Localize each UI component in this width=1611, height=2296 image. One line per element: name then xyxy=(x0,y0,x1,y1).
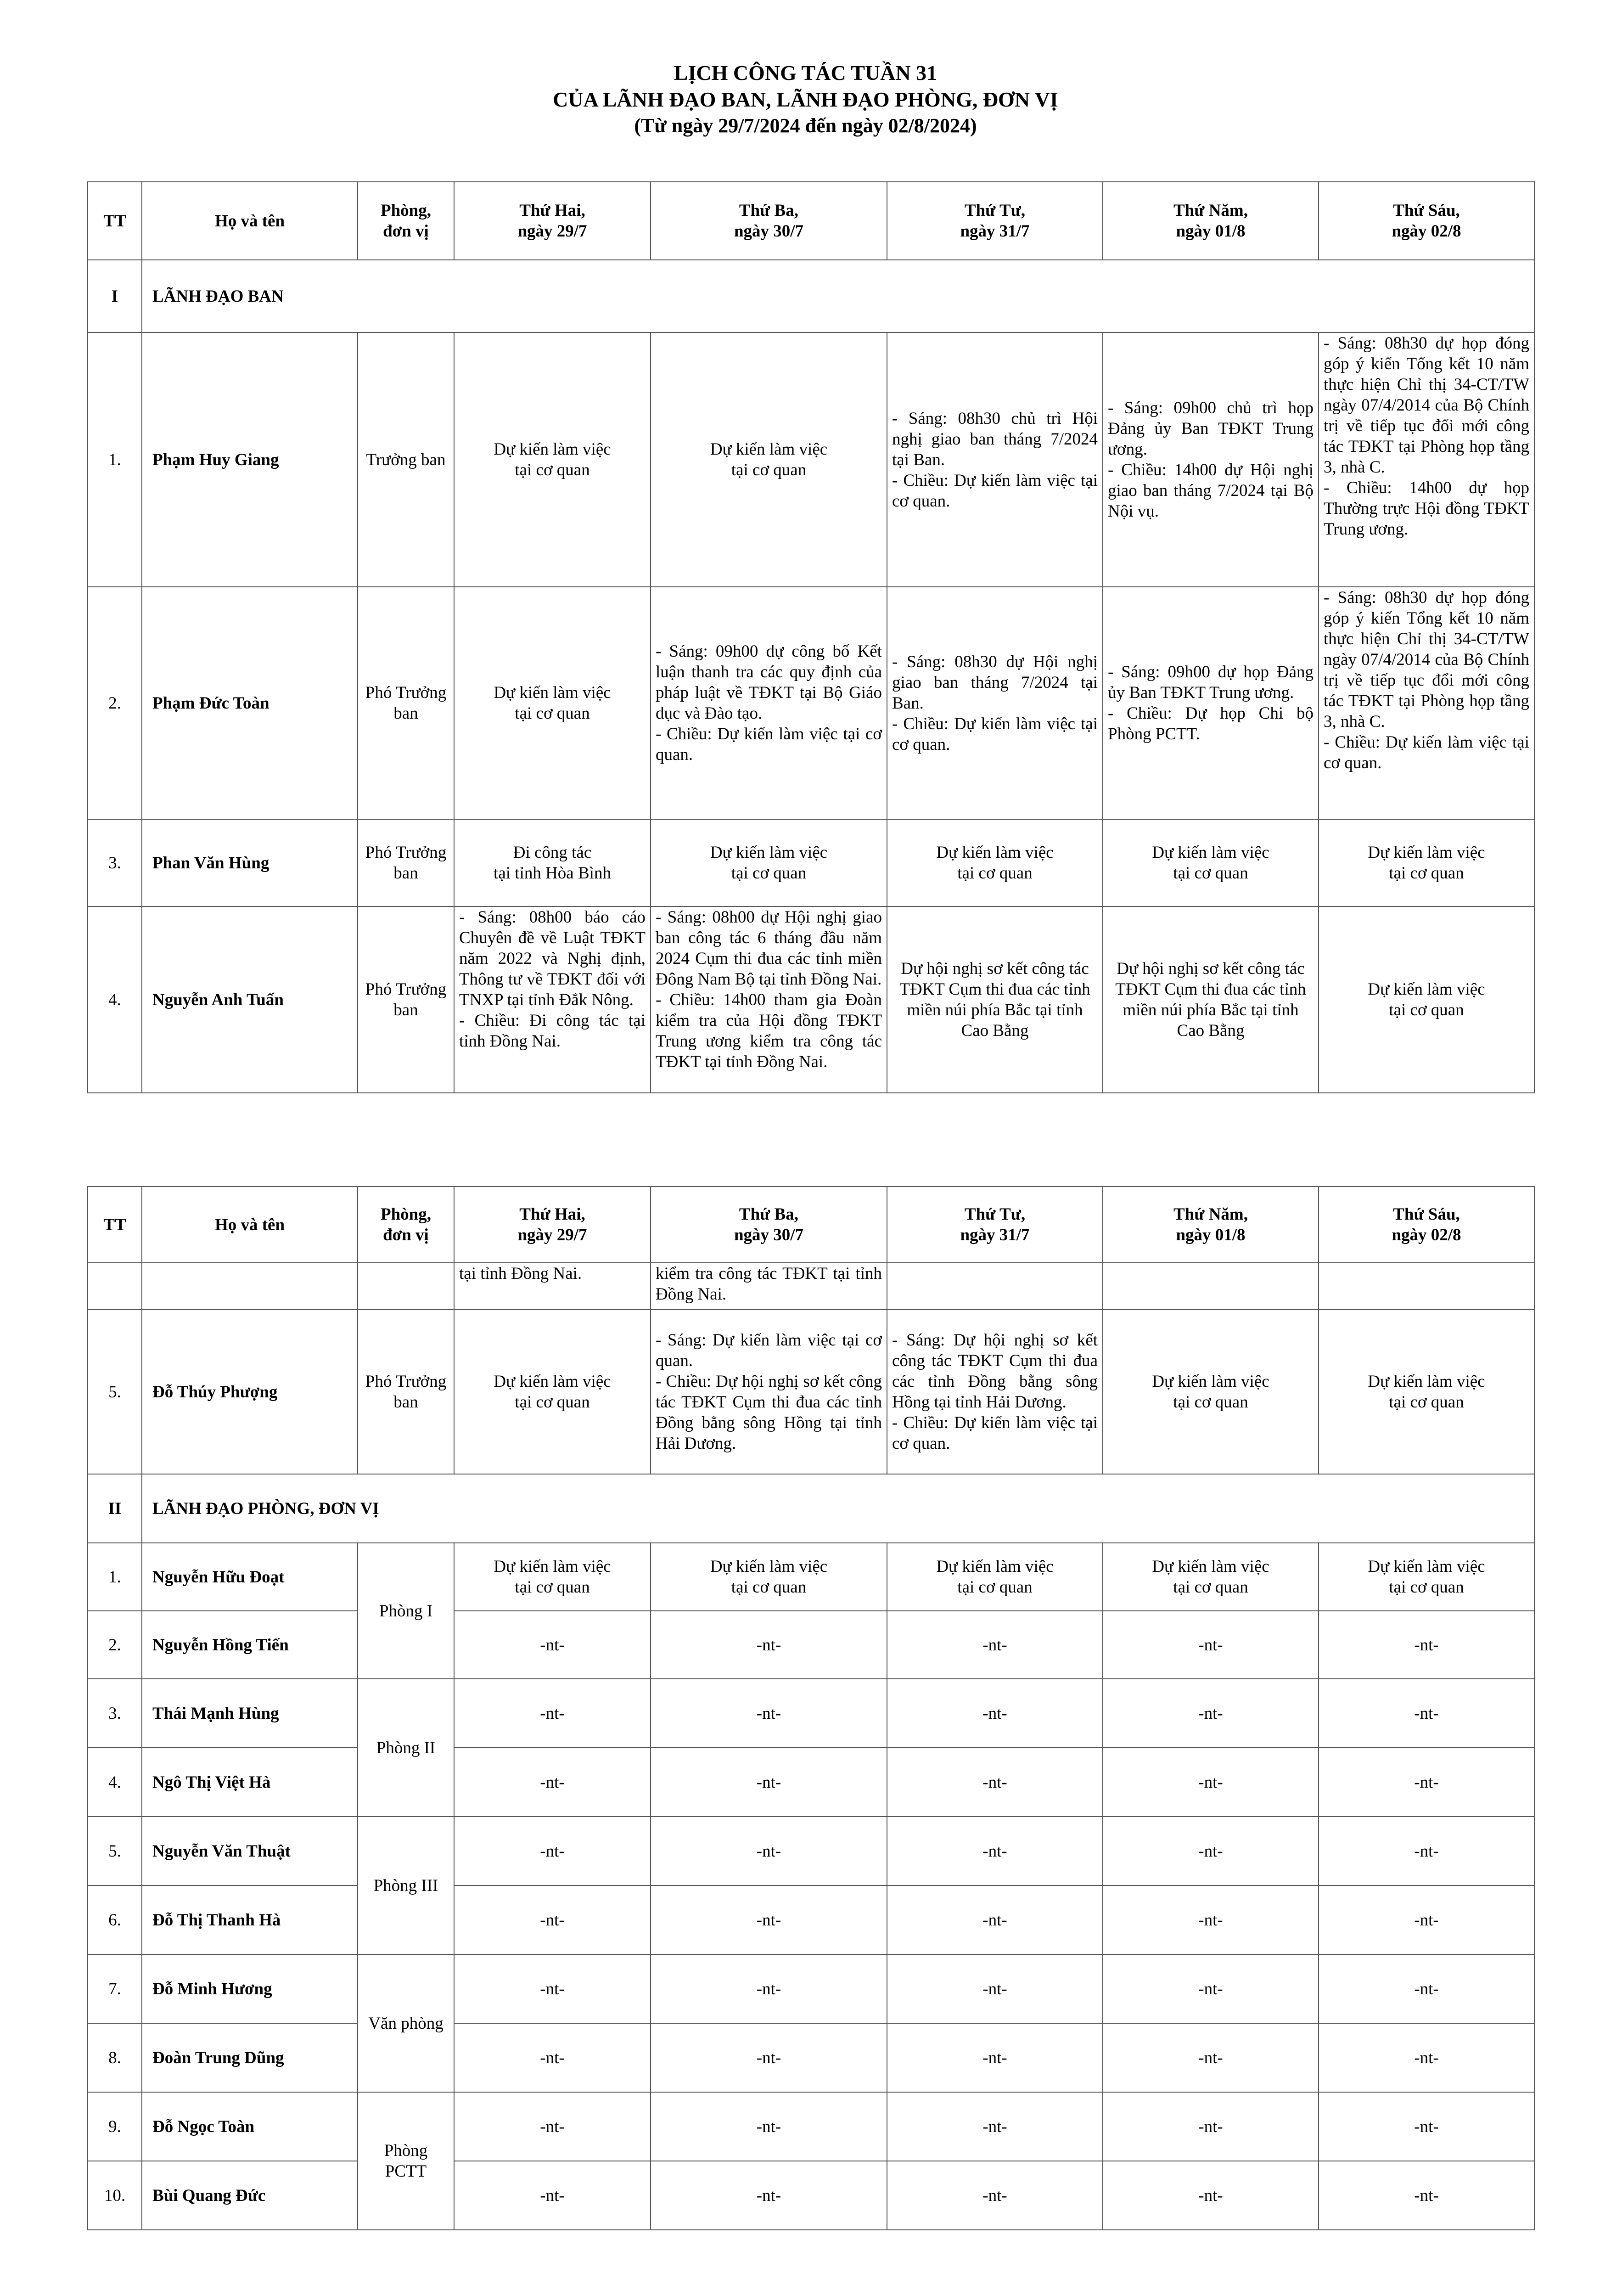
schedule-monday: -nt- xyxy=(454,2023,651,2092)
person-name: Nguyễn Hồng Tiến xyxy=(142,1611,358,1679)
table-row xyxy=(88,906,1534,1093)
schedule-wednesday: -nt- xyxy=(887,1748,1103,1817)
header-wednesday: Thứ Tư, ngày 31/7 xyxy=(887,182,1103,260)
schedule-wednesday: -nt- xyxy=(887,2161,1103,2230)
person-name: Đỗ Ngọc Toàn xyxy=(142,2092,358,2161)
schedule-friday: Dự kiến làm việc tại cơ quan xyxy=(1319,1543,1534,1611)
schedule-monday: Dự kiến làm việc tại cơ quan xyxy=(454,332,651,587)
schedule-thursday: -nt- xyxy=(1103,2023,1319,2092)
schedule-friday: -nt- xyxy=(1319,1885,1534,1954)
schedule-wednesday: - Sáng: 08h30 chủ trì Hội nghị giao ban tháng 7/2024 tại Ban. - Chiều: Dự kiến làm việc tại cơ quan. xyxy=(887,332,1103,587)
schedule-wednesday: -nt- xyxy=(887,1885,1103,1954)
header-friday: Thứ Sáu, ngày 02/8 xyxy=(1319,1187,1534,1263)
table-row xyxy=(88,2092,1534,2161)
unit-cell: Phòng III xyxy=(358,1817,454,1954)
schedule-tuesday-continued: kiểm tra công tác TĐKT tại tỉnh Đồng Nai. xyxy=(651,1263,887,1310)
person-name: Đoàn Trung Dũng xyxy=(142,2023,358,2092)
person-name: Nguyễn Văn Thuật xyxy=(142,1817,358,1885)
row-number: 6. xyxy=(88,1885,142,1954)
schedule-friday: -nt- xyxy=(1319,1817,1534,1885)
table-row xyxy=(88,1817,1534,1885)
person-name: Nguyễn Anh Tuấn xyxy=(142,906,358,1093)
schedule-tuesday: -nt- xyxy=(651,1817,887,1885)
row-number: 4. xyxy=(88,906,142,1093)
schedule-thursday: -nt- xyxy=(1103,2092,1319,2161)
row-number: 1. xyxy=(88,332,142,587)
schedule-thursday: Dự kiến làm việc tại cơ quan xyxy=(1103,1543,1319,1611)
section-number: II xyxy=(88,1474,142,1543)
schedule-tuesday: -nt- xyxy=(651,2023,887,2092)
schedule-tuesday: - Sáng: 09h00 dự công bố Kết luận thanh tra các quy định của pháp luật về TĐKT tại Bộ Giáo dục và Đào tạo. - Chiều: Dự kiến làm việc tại cơ quan. xyxy=(651,587,887,819)
table-row xyxy=(88,1679,1534,1748)
row-number: 5. xyxy=(88,1310,142,1474)
schedule-friday: -nt- xyxy=(1319,1748,1534,1817)
schedule-monday: -nt- xyxy=(454,2092,651,2161)
person-name: Đỗ Thị Thanh Hà xyxy=(142,1885,358,1954)
person-name: Phạm Đức Toàn xyxy=(142,587,358,819)
table-header-row xyxy=(88,1187,1534,1263)
header-name: Họ và tên xyxy=(142,1187,358,1263)
unit-cell: Phó Trưởng ban xyxy=(358,1310,454,1474)
schedule-thursday: Dự kiến làm việc tại cơ quan xyxy=(1103,819,1319,906)
schedule-tuesday: -nt- xyxy=(651,1679,887,1748)
schedule-monday: Dự kiến làm việc tại cơ quan xyxy=(454,1310,651,1474)
doc-subtitle: CỦA LÃNH ĐẠO BAN, LÃNH ĐẠO PHÒNG, ĐƠN VỊ xyxy=(553,88,1058,111)
row-number: 5. xyxy=(88,1817,142,1885)
header-tt: TT xyxy=(88,182,142,260)
section-row xyxy=(88,260,1534,332)
header-unit: Phòng, đơn vị xyxy=(358,1187,454,1263)
person-name: Ngô Thị Việt Hà xyxy=(142,1748,358,1817)
schedule-monday: - Sáng: 08h00 báo cáo Chuyên đề về Luật TĐKT năm 2022 và Nghị định, Thông tư về TĐKT đối với TNXP tại tỉnh Đắk Nông. - Chiều: Đi công tác tại tỉnh Đồng Nai. xyxy=(454,906,651,1093)
schedule-tuesday: Dự kiến làm việc tại cơ quan xyxy=(651,332,887,587)
schedule-monday: -nt- xyxy=(454,2161,651,2230)
schedule-friday: Dự kiến làm việc tại cơ quan xyxy=(1319,1310,1534,1474)
unit-cell: Trưởng ban xyxy=(358,332,454,587)
table-row xyxy=(88,2161,1534,2230)
schedule-thursday: -nt- xyxy=(1103,1748,1319,1817)
doc-title: LỊCH CÔNG TÁC TUẦN 31 xyxy=(674,61,937,84)
header-thursday: Thứ Năm, ngày 01/8 xyxy=(1103,182,1319,260)
section-row xyxy=(88,1474,1534,1543)
schedule-monday: Đi công tác tại tỉnh Hòa Bình xyxy=(454,819,651,906)
unit-cell: Phó Trưởng ban xyxy=(358,819,454,906)
table-header-row xyxy=(88,182,1534,260)
header-thursday: Thứ Năm, ngày 01/8 xyxy=(1103,1187,1319,1263)
person-name: Thái Mạnh Hùng xyxy=(142,1679,358,1748)
table-row xyxy=(88,1543,1534,1611)
schedule-friday: -nt- xyxy=(1319,2092,1534,2161)
schedule-tuesday: - Sáng: Dự kiến làm việc tại cơ quan. - Chiều: Dự hội nghị sơ kết công tác TĐKT Cụm thi đua các tỉnh Đồng bằng sông Hồng tại tỉnh Hải Dương. xyxy=(651,1310,887,1474)
schedule-monday: -nt- xyxy=(454,1611,651,1679)
schedule-tuesday: -nt- xyxy=(651,1954,887,2023)
table-row xyxy=(88,1954,1534,2023)
table-row xyxy=(88,1310,1534,1474)
header-tuesday: Thứ Ba, ngày 30/7 xyxy=(651,182,887,260)
person-name: Đỗ Minh Hương xyxy=(142,1954,358,2023)
schedule-friday: - Sáng: 08h30 dự họp đóng góp ý kiến Tổng kết 10 năm thực hiện Chỉ thị 34-CT/TW ngày 07/4/2014 của Bộ Chính trị về tiếp tục đổi mới công tác TĐKT tại Phòng họp tầng 3, nhà C. - Chiều: Dự kiến làm việc tại cơ quan. xyxy=(1319,587,1534,819)
schedule-friday: -nt- xyxy=(1319,2161,1534,2230)
person-name: Bùi Quang Đức xyxy=(142,2161,358,2230)
schedule-thursday: -nt- xyxy=(1103,1611,1319,1679)
schedule-wednesday: Dự hội nghị sơ kết công tác TĐKT Cụm thi đua các tỉnh miền núi phía Bắc tại tỉnh Cao Bằng xyxy=(887,906,1103,1093)
schedule-table-page-1 xyxy=(87,181,1535,1093)
table-row xyxy=(88,1748,1534,1817)
doc-date-range: (Từ ngày 29/7/2024 đến ngày 02/8/2024) xyxy=(634,114,977,137)
schedule-tuesday: -nt- xyxy=(651,2092,887,2161)
person-name: Phạm Huy Giang xyxy=(142,332,358,587)
row-number: 4. xyxy=(88,1748,142,1817)
schedule-thursday: - Sáng: 09h00 dự họp Đảng ủy Ban TĐKT Trung ương. - Chiều: Dự họp Chi bộ Phòng PCTT. xyxy=(1103,587,1319,819)
schedule-monday-continued: tại tỉnh Đồng Nai. xyxy=(454,1263,651,1310)
schedule-tuesday: -nt- xyxy=(651,1748,887,1817)
person-name: Phan Văn Hùng xyxy=(142,819,358,906)
table-row xyxy=(88,2023,1534,2092)
schedule-monday: -nt- xyxy=(454,1885,651,1954)
schedule-thursday: -nt- xyxy=(1103,1679,1319,1748)
schedule-monday: -nt- xyxy=(454,1954,651,2023)
unit-cell: Phó Trưởng ban xyxy=(358,587,454,819)
row-number: 2. xyxy=(88,587,142,819)
schedule-thursday: -nt- xyxy=(1103,1817,1319,1885)
unit-cell: Phòng II xyxy=(358,1679,454,1817)
header-tt: TT xyxy=(88,1187,142,1263)
header-wednesday: Thứ Tư, ngày 31/7 xyxy=(887,1187,1103,1263)
schedule-monday: -nt- xyxy=(454,1679,651,1748)
schedule-thursday: -nt- xyxy=(1103,1885,1319,1954)
schedule-tuesday: -nt- xyxy=(651,1611,887,1679)
schedule-friday: Dự kiến làm việc tại cơ quan xyxy=(1319,906,1534,1093)
row-number: 7. xyxy=(88,1954,142,2023)
schedule-wednesday: -nt- xyxy=(887,1679,1103,1748)
schedule-thursday: Dự kiến làm việc tại cơ quan xyxy=(1103,1310,1319,1474)
unit-cell: Phó Trưởng ban xyxy=(358,906,454,1093)
section-number: I xyxy=(88,260,142,332)
schedule-wednesday: Dự kiến làm việc tại cơ quan xyxy=(887,819,1103,906)
schedule-wednesday: -nt- xyxy=(887,1817,1103,1885)
row-number: 3. xyxy=(88,1679,142,1748)
row-number: 1. xyxy=(88,1543,142,1611)
person-name: Đỗ Thúy Phượng xyxy=(142,1310,358,1474)
table-row xyxy=(88,587,1534,819)
schedule-thursday: Dự hội nghị sơ kết công tác TĐKT Cụm thi đua các tỉnh miền núi phía Bắc tại tỉnh Cao Bằng xyxy=(1103,906,1319,1093)
schedule-friday: -nt- xyxy=(1319,1954,1534,2023)
schedule-friday: - Sáng: 08h30 dự họp đóng góp ý kiến Tổng kết 10 năm thực hiện Chỉ thị 34-CT/TW ngày 07/4/2014 của Bộ Chính trị về tiếp tục đổi mới công tác TĐKT tại Phòng họp tầng 3, nhà C. - Chiều: 14h00 dự họp Thường trực Hội đồng TĐKT Trung ương. xyxy=(1319,332,1534,587)
unit-cell: Văn phòng xyxy=(358,1954,454,2092)
row-number: 10. xyxy=(88,2161,142,2230)
header-unit: Phòng, đơn vị xyxy=(358,182,454,260)
schedule-friday: -nt- xyxy=(1319,2023,1534,2092)
schedule-tuesday: - Sáng: 08h00 dự Hội nghị giao ban công tác 6 tháng đầu năm 2024 Cụm thi đua các tỉnh miền Đông Nam Bộ tại tỉnh Đồng Nai. - Chiều: 14h00 tham gia Đoàn kiểm tra của Hội đồng TĐKT Trung ương kiểm tra công tác TĐKT tại tỉnh Đồng Nai. xyxy=(651,906,887,1093)
schedule-tuesday: Dự kiến làm việc tại cơ quan xyxy=(651,1543,887,1611)
row-number: 9. xyxy=(88,2092,142,2161)
schedule-tuesday: Dự kiến làm việc tại cơ quan xyxy=(651,819,887,906)
table-row xyxy=(88,1885,1534,1954)
header-friday: Thứ Sáu, ngày 02/8 xyxy=(1319,182,1534,260)
schedule-wednesday: -nt- xyxy=(887,2092,1103,2161)
schedule-wednesday: -nt- xyxy=(887,1954,1103,2023)
schedule-thursday: -nt- xyxy=(1103,2161,1319,2230)
table-row xyxy=(88,1611,1534,1679)
header-tuesday: Thứ Ba, ngày 30/7 xyxy=(651,1187,887,1263)
schedule-wednesday: - Sáng: Dự hội nghị sơ kết công tác TĐKT Cụm thi đua các tỉnh Đồng bằng sông Hồng tại tỉnh Hải Dương. - Chiều: Dự kiến làm việc tại cơ quan. xyxy=(887,1310,1103,1474)
schedule-wednesday: Dự kiến làm việc tại cơ quan xyxy=(887,1543,1103,1611)
schedule-table-page-2 xyxy=(87,1186,1535,2230)
table-row xyxy=(88,332,1534,587)
person-name: Nguyễn Hữu Đoạt xyxy=(142,1543,358,1611)
schedule-friday: Dự kiến làm việc tại cơ quan xyxy=(1319,819,1534,906)
schedule-thursday: - Sáng: 09h00 chủ trì họp Đảng ủy Ban TĐKT Trung ương. - Chiều: 14h00 dự Hội nghị giao ban tháng 7/2024 tại Bộ Nội vụ. xyxy=(1103,332,1319,587)
row-number: 2. xyxy=(88,1611,142,1679)
schedule-wednesday: -nt- xyxy=(887,1611,1103,1679)
row-number: 3. xyxy=(88,819,142,906)
section-label: LÃNH ĐẠO BAN xyxy=(142,260,1534,332)
schedule-friday: -nt- xyxy=(1319,1679,1534,1748)
schedule-monday: Dự kiến làm việc tại cơ quan xyxy=(454,1543,651,1611)
schedule-wednesday: -nt- xyxy=(887,2023,1103,2092)
schedule-tuesday: -nt- xyxy=(651,2161,887,2230)
schedule-monday: -nt- xyxy=(454,1748,651,1817)
schedule-monday: -nt- xyxy=(454,1817,651,1885)
schedule-monday: Dự kiến làm việc tại cơ quan xyxy=(454,587,651,819)
section-label: LÃNH ĐẠO PHÒNG, ĐƠN VỊ xyxy=(142,1474,1534,1543)
row-number: 8. xyxy=(88,2023,142,2092)
unit-cell: Phòng PCTT xyxy=(358,2092,454,2230)
table-row-continued xyxy=(88,1263,1534,1310)
table-row xyxy=(88,819,1534,906)
schedule-wednesday: - Sáng: 08h30 dự Hội nghị giao ban tháng 7/2024 tại Ban. - Chiều: Dự kiến làm việc tại cơ quan. xyxy=(887,587,1103,819)
schedule-thursday: -nt- xyxy=(1103,1954,1319,2023)
schedule-friday: -nt- xyxy=(1319,1611,1534,1679)
unit-cell: Phòng I xyxy=(358,1543,454,1679)
header-monday: Thứ Hai, ngày 29/7 xyxy=(454,1187,651,1263)
header-monday: Thứ Hai, ngày 29/7 xyxy=(454,182,651,260)
schedule-tuesday: -nt- xyxy=(651,1885,887,1954)
header-name: Họ và tên xyxy=(142,182,358,260)
